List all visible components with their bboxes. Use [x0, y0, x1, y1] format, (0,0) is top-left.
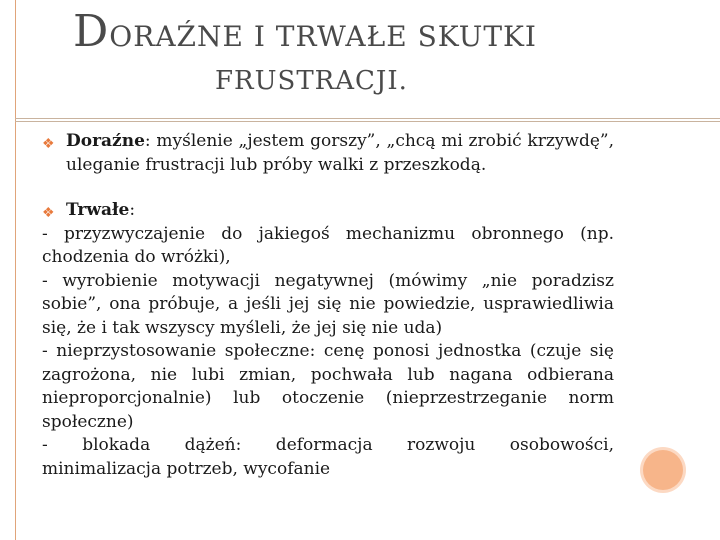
- diamond-bullet-icon: ❖: [42, 205, 55, 221]
- list-item: - blokada dążeń: deformacja rozwoju osobowości,: [42, 435, 614, 455]
- list-item: minimalizacja potrzeb, wycofanie: [42, 458, 331, 479]
- bullet-term: Doraźne: [66, 131, 145, 151]
- diamond-bullet-icon: ❖: [42, 136, 55, 152]
- bullet-text: :: [129, 200, 136, 220]
- title-rest: ORAŹNE I TRWAŁE SKUTKI: [109, 20, 537, 53]
- title-capital: D: [73, 6, 110, 57]
- slide-content: [42, 130, 614, 481]
- list-item: - przyzwyczajenie do jakiegoś mechanizmu obronnego (np. chodzenia do wróżki),: [42, 223, 614, 267]
- slide-title-line1: [73, 6, 720, 57]
- title-divider: [15, 118, 720, 119]
- slide-title-line2: FRUSTRACJI.: [215, 66, 408, 96]
- bullet-text: : myślenie „jestem gorszy”, „chcą mi zrobić krzywdę”, uleganie frustracji lub próby walki z przeszkodą.: [66, 131, 614, 175]
- title-divider-2: [15, 121, 720, 122]
- bullet-term: Trwałe: [66, 200, 130, 220]
- list-item: - wyrobienie motywacji negatywnej (mówimy „nie poradzisz sobie”, ona próbuje, a jeśli jej się nie powiedzie, usprawiedliwia się, że i tak wszyscy myśleli, że jej się nie uda): [42, 270, 614, 338]
- bullet-trwale: [42, 199, 614, 223]
- left-border-line: [15, 0, 16, 540]
- list-item: - nieprzystosowanie społeczne: cenę ponosi jednostka (czuje się zagrożona, nie lubi zmian, pochwała lub nagana odbierana nieproporcjonalnie) lub otoczenie (nieprzestrzeganie norm społeczne): [42, 341, 614, 432]
- bullet-doraźne: [42, 130, 614, 177]
- decorative-circle: [643, 450, 683, 490]
